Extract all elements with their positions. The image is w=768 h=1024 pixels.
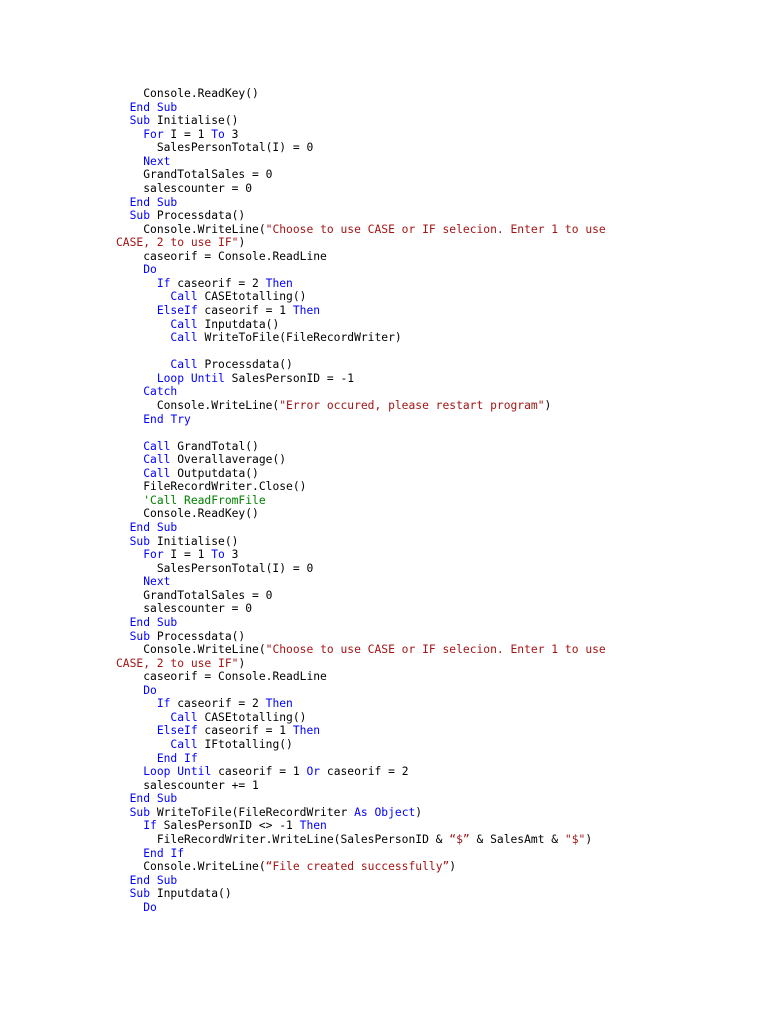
code-line: [116, 277, 756, 291]
code-token: 'Call ReadFromFile: [143, 493, 266, 507]
code-token: [150, 792, 157, 805]
code-line: [116, 847, 756, 861]
code-token: 3: [224, 127, 239, 141]
code-line: [116, 304, 756, 318]
code-token: Then: [265, 697, 293, 711]
code-token: Console.WriteLine(: [143, 860, 266, 874]
code-token: For: [143, 548, 164, 562]
code-line: [116, 358, 756, 372]
code-token: caseorif = 1: [211, 765, 307, 779]
code-token: WriteToFile(FileRecordWriter: [150, 805, 355, 819]
code-token: Sub: [156, 792, 178, 806]
code-token: ): [238, 656, 246, 670]
code-token: & SalesAmt &: [469, 832, 565, 846]
code-token: Until: [177, 765, 212, 779]
code-line: [116, 684, 756, 698]
code-token: [177, 752, 184, 765]
code-line: [116, 562, 756, 576]
code-token: Call: [143, 439, 171, 453]
code-token: Initialise(): [150, 114, 239, 128]
code-line: [116, 589, 756, 603]
code-line: [116, 209, 756, 223]
code-line: [116, 670, 756, 684]
code-token: [150, 101, 157, 114]
code-token: Processdata(): [150, 209, 246, 223]
code-line: [116, 874, 756, 888]
code-token: ): [449, 860, 457, 874]
code-token: Sub: [129, 534, 151, 548]
code-token: Sub: [156, 615, 178, 629]
code-token: Overallaverage(): [170, 453, 287, 467]
code-line: [116, 860, 756, 874]
code-token: Call: [170, 710, 198, 724]
code-token: CASEtotalling(): [197, 290, 307, 304]
code-token: For: [143, 127, 164, 141]
code-token: caseorif = 1: [197, 724, 293, 738]
code-token: Then: [292, 724, 321, 738]
code-line: [116, 182, 756, 196]
code-token: Console.WriteLine(: [143, 643, 266, 657]
code-token: Processdata(): [150, 629, 246, 643]
code-token: Next: [143, 154, 171, 168]
code-token: "Choose to use CASE or IF selecion. Enter 1 to use: [265, 643, 606, 657]
code-line: [116, 602, 756, 616]
code-line: [116, 616, 756, 630]
code-line: [116, 507, 756, 521]
code-token: Try: [170, 412, 191, 426]
code-token: salescounter = 0: [143, 181, 253, 195]
code-line: [116, 426, 756, 440]
code-line: [116, 440, 756, 454]
code-token: GrandTotalSales = 0: [143, 588, 273, 602]
code-line: [116, 168, 756, 182]
code-token: GrandTotal(): [170, 439, 259, 453]
code-token: Call: [170, 738, 198, 751]
code-line: [116, 697, 756, 711]
code-token: ): [238, 236, 246, 250]
code-line: [116, 630, 756, 644]
code-token: Console.WriteLine(: [143, 222, 266, 236]
code-line: [116, 548, 756, 562]
code-token: Call: [170, 317, 198, 331]
code-line: [116, 480, 756, 494]
code-token: SalesPersonTotal(I) = 0: [156, 141, 314, 155]
code-line: [116, 535, 756, 549]
code-token: Outputdata(): [170, 466, 259, 480]
code-line: [116, 752, 756, 766]
code-token: FileRecordWriter.WriteLine(SalesPersonID &: [156, 832, 450, 846]
code-token: If: [156, 276, 171, 290]
code-token: End: [143, 846, 164, 860]
code-token: 3: [224, 548, 239, 562]
code-token: Do: [143, 263, 157, 277]
code-token: If: [170, 846, 185, 860]
code-token: Catch: [143, 385, 178, 399]
code-token: Inputdata(): [197, 317, 280, 331]
code-token: ElseIf: [156, 304, 198, 317]
code-token: Sub: [156, 873, 178, 887]
code-token: Next: [143, 575, 171, 589]
code-token: Object: [374, 805, 416, 819]
code-line: [116, 372, 756, 386]
code-token: Until: [190, 371, 225, 385]
code-listing: [116, 87, 756, 914]
code-token: “File created successfully”: [265, 860, 450, 874]
code-token: If: [156, 697, 171, 711]
code-line: [116, 413, 756, 427]
code-token: ): [585, 832, 593, 846]
code-token: Loop: [143, 765, 171, 779]
code-token: Sub: [156, 195, 178, 209]
code-token: Call: [170, 290, 198, 304]
code-token: SalesPersonID <> -1: [156, 819, 300, 833]
code-line: [116, 250, 756, 264]
code-token: "$": [564, 832, 586, 846]
code-token: I = 1: [163, 127, 212, 141]
code-token: End: [143, 412, 164, 426]
code-line: [116, 236, 756, 250]
code-line: [116, 887, 756, 901]
code-token: [150, 521, 157, 534]
code-token: CASEtotalling(): [197, 710, 307, 724]
code-token: [150, 874, 157, 887]
code-line: [116, 575, 756, 589]
code-line: [116, 155, 756, 169]
code-token: Initialise(): [150, 534, 239, 548]
code-token: CASE, 2 to use IF": [116, 656, 239, 670]
code-token: Console.ReadKey(): [143, 87, 259, 100]
code-line: [116, 453, 756, 467]
code-line: [116, 399, 756, 413]
code-line: [116, 779, 756, 793]
code-line: [116, 833, 756, 847]
code-token: SalesPersonTotal(I) = 0: [156, 561, 314, 575]
code-token: ElseIf: [156, 724, 198, 738]
code-token: WriteToFile(FileRecordWriter): [197, 331, 402, 345]
code-token: FileRecordWriter.Close(): [143, 480, 307, 494]
code-line: [116, 901, 756, 915]
code-token: ): [415, 805, 423, 819]
code-token: Do: [143, 900, 157, 914]
code-line: [116, 467, 756, 481]
code-token: salescounter += 1: [143, 778, 259, 792]
code-token: caseorif = Console.ReadLine: [143, 249, 327, 263]
code-token: Call: [143, 453, 171, 467]
code-line: [116, 87, 756, 101]
code-token: Then: [265, 276, 293, 290]
code-line: [116, 494, 756, 508]
code-token: Sub: [129, 805, 151, 819]
code-line: [116, 345, 756, 359]
code-token: End: [129, 873, 151, 887]
code-line: [116, 738, 756, 752]
code-token: Sub: [129, 629, 151, 643]
code-token: caseorif = 2: [170, 697, 266, 711]
code-line: [116, 114, 756, 128]
code-token: If: [184, 751, 198, 765]
code-line: [116, 101, 756, 115]
code-line: [116, 765, 756, 779]
code-line: [116, 657, 756, 671]
code-token: Sub: [129, 114, 151, 128]
code-line: [116, 141, 756, 155]
code-line: [116, 331, 756, 345]
code-token: Call: [143, 466, 171, 480]
code-token: ): [544, 398, 552, 412]
code-token: Inputdata(): [150, 887, 232, 901]
code-line: [116, 806, 756, 820]
code-line: [116, 643, 756, 657]
code-token: Or: [306, 765, 321, 779]
code-token: “$”: [449, 832, 470, 846]
code-token: Then: [299, 819, 327, 833]
code-token: I = 1: [163, 548, 212, 562]
code-token: [150, 616, 157, 629]
code-line: [116, 128, 756, 142]
code-line: [116, 521, 756, 535]
code-line: [116, 819, 756, 833]
code-token: IFtotalling(): [197, 738, 293, 751]
code-token: Sub: [129, 209, 151, 223]
code-token: caseorif = 2: [170, 276, 266, 290]
code-line: [116, 223, 756, 237]
code-token: Sub: [156, 521, 178, 534]
code-token: To: [211, 127, 225, 141]
code-line: [116, 792, 756, 806]
code-token: End: [129, 195, 151, 209]
code-token: As: [354, 805, 368, 819]
code-token: "Error occured, please restart program": [279, 398, 545, 412]
code-line: [116, 290, 756, 304]
code-line: [116, 711, 756, 725]
code-line: [116, 318, 756, 332]
code-token: caseorif = 2: [320, 765, 409, 779]
code-token: Console.WriteLine(: [156, 398, 280, 412]
code-line: [116, 385, 756, 399]
code-token: "Choose to use CASE or IF selecion. Enter 1 to use: [265, 222, 606, 236]
code-line: [116, 196, 756, 210]
code-token: Sub: [156, 100, 178, 114]
code-token: Call: [170, 331, 198, 345]
code-token: caseorif = Console.ReadLine: [143, 670, 327, 684]
code-token: Console.ReadKey(): [143, 507, 259, 521]
code-token: End: [156, 751, 178, 765]
code-token: If: [143, 819, 157, 833]
code-token: [150, 196, 157, 209]
code-token: To: [211, 548, 225, 562]
code-token: [184, 372, 191, 385]
code-token: Sub: [129, 887, 151, 901]
code-token: Call: [170, 358, 198, 372]
code-token: caseorif = 1: [197, 304, 293, 317]
code-token: CASE, 2 to use IF": [116, 236, 239, 250]
code-token: Processdata(): [197, 358, 293, 372]
code-token: End: [129, 615, 151, 629]
code-line: [116, 263, 756, 277]
code-token: SalesPersonID = -1: [224, 371, 355, 385]
code-token: End: [129, 792, 151, 806]
code-token: End: [129, 100, 151, 114]
code-token: salescounter = 0: [143, 602, 253, 616]
code-token: Do: [143, 683, 157, 697]
code-token: Then: [292, 304, 321, 317]
code-token: GrandTotalSales = 0: [143, 168, 273, 182]
code-line: [116, 724, 756, 738]
code-token: Loop: [156, 371, 185, 385]
code-token: End: [129, 521, 151, 534]
